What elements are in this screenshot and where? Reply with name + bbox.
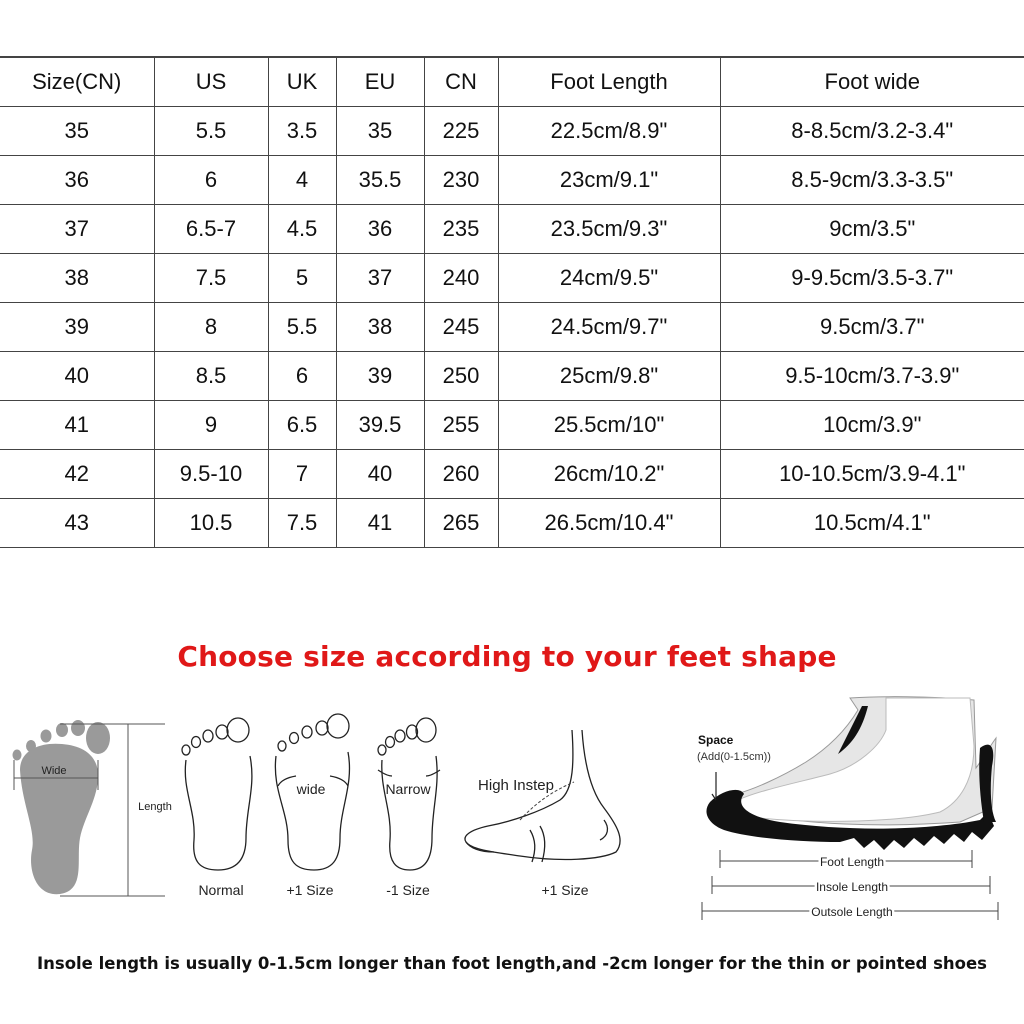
cell-eu: 36	[336, 205, 424, 254]
narrow-foot-diagram	[378, 718, 440, 898]
foot-shape-guide-illustration	[0, 690, 1024, 930]
cell-uk: 4	[268, 156, 336, 205]
cell-cn: 225	[424, 107, 498, 156]
cell-uk: 6.5	[268, 401, 336, 450]
table-row	[0, 107, 1024, 156]
cell-foot-length: 24cm/9.5"	[498, 254, 720, 303]
cell-cn: 240	[424, 254, 498, 303]
guide-heading: Choose size according to your feet shape	[177, 640, 837, 673]
insole-length-label: Insole Length	[815, 880, 889, 894]
footprint-diagram	[13, 720, 172, 896]
cell-size-cn: 41	[0, 401, 154, 450]
foot-length-label: Foot Length	[819, 855, 885, 869]
cell-us: 6	[154, 156, 268, 205]
cell-foot-wide: 9-9.5cm/3.5-3.7"	[720, 254, 1024, 303]
outsole-length-label: Outsole Length	[811, 905, 893, 919]
cell-cn: 255	[424, 401, 498, 450]
normal-foot-icon	[182, 718, 252, 870]
cell-foot-wide: 10-10.5cm/3.9-4.1"	[720, 450, 1024, 499]
cell-size-cn: 40	[0, 352, 154, 401]
cell-size-cn: 37	[0, 205, 154, 254]
wide-foot-diagram	[275, 714, 349, 898]
size-chart-header	[0, 57, 1024, 107]
header-eu: EU	[336, 57, 424, 107]
cell-foot-wide: 8.5-9cm/3.3-3.5"	[720, 156, 1024, 205]
footprint-icon	[13, 720, 111, 894]
table-row	[0, 401, 1024, 450]
cell-us: 10.5	[154, 499, 268, 548]
high-instep-diagram	[465, 730, 620, 898]
header-size-cn: Size(CN)	[0, 57, 154, 107]
header-foot-length: Foot Length	[498, 57, 720, 107]
cell-us: 9.5-10	[154, 450, 268, 499]
normal-foot-label: Normal	[198, 882, 244, 898]
cell-foot-length: 25.5cm/10"	[498, 401, 720, 450]
cell-size-cn: 42	[0, 450, 154, 499]
normal-foot-diagram	[182, 718, 252, 898]
cell-eu: 41	[336, 499, 424, 548]
cell-eu: 38	[336, 303, 424, 352]
header-us: US	[154, 57, 268, 107]
cell-foot-length: 26.5cm/10.4"	[498, 499, 720, 548]
cell-us: 7.5	[154, 254, 268, 303]
cell-size-cn: 39	[0, 303, 154, 352]
narrow-arrows-icon	[378, 770, 440, 776]
cell-foot-wide: 9cm/3.5"	[720, 205, 1024, 254]
header-cn: CN	[424, 57, 498, 107]
wide-foot-size: +1 Size	[286, 882, 334, 898]
space-indicator-icon	[712, 772, 716, 800]
cell-eu: 39	[336, 352, 424, 401]
cell-us: 8.5	[154, 352, 268, 401]
cell-foot-wide: 10.5cm/4.1"	[720, 499, 1024, 548]
cell-us: 9	[154, 401, 268, 450]
cell-uk: 3.5	[268, 107, 336, 156]
table-row	[0, 499, 1024, 548]
cell-cn: 230	[424, 156, 498, 205]
cell-foot-length: 26cm/10.2"	[498, 450, 720, 499]
cell-us: 6.5-7	[154, 205, 268, 254]
header-foot-wide: Foot wide	[720, 57, 1024, 107]
side-foot-icon	[465, 730, 620, 862]
cell-size-cn: 43	[0, 499, 154, 548]
footprint-length-label: Length	[138, 801, 172, 813]
cell-foot-wide: 8-8.5cm/3.2-3.4"	[720, 107, 1024, 156]
cell-cn: 235	[424, 205, 498, 254]
cell-eu: 37	[336, 254, 424, 303]
insole-length-note: Insole length is usually 0-1.5cm longer than foot length,and -2cm longer for the thin or pointed shoes	[36, 954, 987, 973]
cell-cn: 260	[424, 450, 498, 499]
cell-uk: 5.5	[268, 303, 336, 352]
shoe-space-label: Space	[698, 733, 734, 747]
table-row	[0, 352, 1024, 401]
cell-foot-length: 23cm/9.1"	[498, 156, 720, 205]
wide-foot-label: wide	[296, 781, 326, 797]
cell-foot-length: 25cm/9.8"	[498, 352, 720, 401]
header-uk: UK	[268, 57, 336, 107]
cell-us: 8	[154, 303, 268, 352]
footprint-wide-label: Wide	[41, 765, 67, 777]
shoe-cross-section-diagram	[697, 697, 998, 920]
narrow-foot-label: Narrow	[385, 781, 431, 797]
cell-eu: 35.5	[336, 156, 424, 205]
cell-foot-length: 22.5cm/8.9"	[498, 107, 720, 156]
cell-us: 5.5	[154, 107, 268, 156]
table-row	[0, 205, 1024, 254]
cell-eu: 35	[336, 107, 424, 156]
cell-cn: 265	[424, 499, 498, 548]
cell-foot-wide: 9.5cm/3.7"	[720, 303, 1024, 352]
cell-cn: 250	[424, 352, 498, 401]
cell-size-cn: 36	[0, 156, 154, 205]
cell-cn: 245	[424, 303, 498, 352]
header-row	[0, 57, 1024, 107]
high-instep-size: +1 Size	[541, 882, 589, 898]
cell-uk: 4.5	[268, 205, 336, 254]
size-chart-table	[0, 56, 1024, 548]
narrow-foot-size: -1 Size	[386, 882, 430, 898]
cell-foot-wide: 9.5-10cm/3.7-3.9"	[720, 352, 1024, 401]
table-row	[0, 156, 1024, 205]
table-row	[0, 303, 1024, 352]
cell-uk: 7.5	[268, 499, 336, 548]
cell-eu: 40	[336, 450, 424, 499]
cell-size-cn: 35	[0, 107, 154, 156]
cell-uk: 6	[268, 352, 336, 401]
cell-uk: 5	[268, 254, 336, 303]
cell-uk: 7	[268, 450, 336, 499]
table-row	[0, 450, 1024, 499]
cell-foot-length: 23.5cm/9.3"	[498, 205, 720, 254]
size-chart-body	[0, 107, 1024, 548]
cell-eu: 39.5	[336, 401, 424, 450]
high-instep-label: High Instep	[478, 777, 554, 794]
shoe-space-note: (Add(0-1.5cm))	[697, 751, 771, 763]
cell-size-cn: 38	[0, 254, 154, 303]
cell-foot-length: 24.5cm/9.7"	[498, 303, 720, 352]
table-row	[0, 254, 1024, 303]
cell-foot-wide: 10cm/3.9"	[720, 401, 1024, 450]
